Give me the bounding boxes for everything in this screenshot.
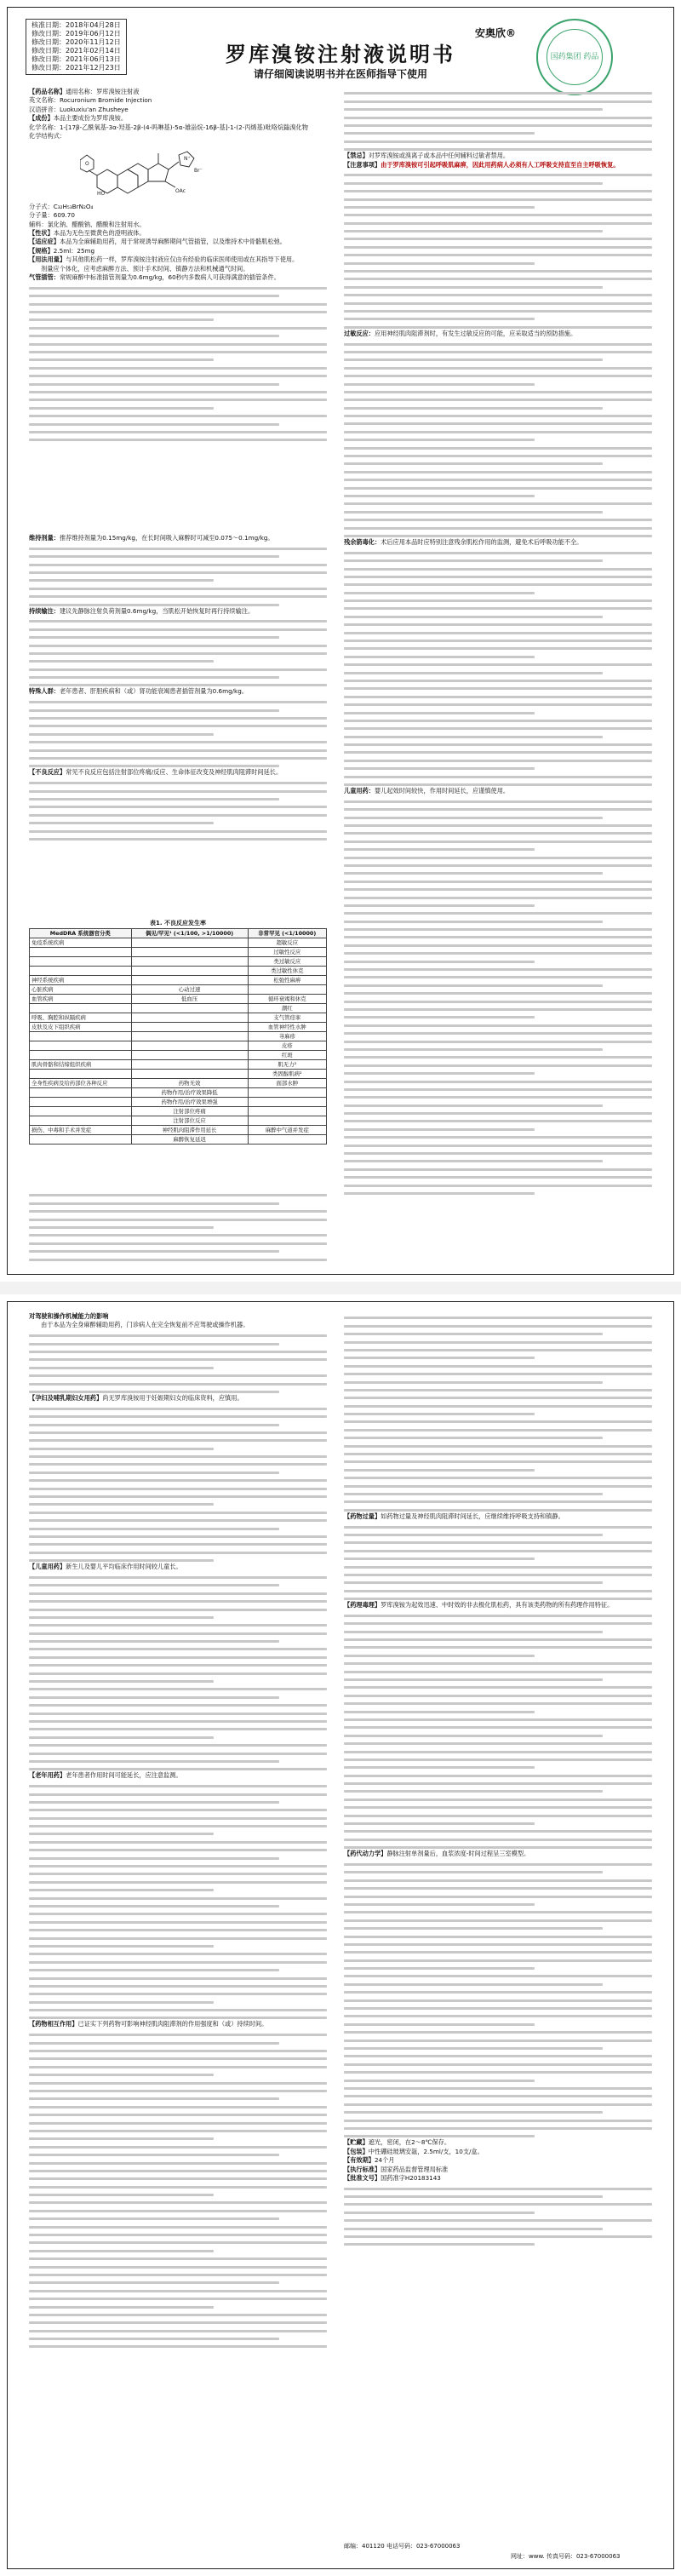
table-cell-soc: 全身性疾病及给药部位各种反应 <box>30 1079 132 1088</box>
table-cell-very-rare: 麻醉中气道并发症 <box>248 1126 326 1135</box>
footer-contact-right: 网址：www. 传真号码：023-67000063 <box>511 2553 621 2560</box>
revision-line: 修改日期：2021年06月13日 <box>31 55 121 63</box>
table-cell-soc <box>30 1088 132 1098</box>
table-cell-soc <box>30 1116 132 1126</box>
revision-line: 核准日期：2018年04月28日 <box>31 21 121 29</box>
table-row <box>30 957 327 967</box>
section-heading: 儿童用药： <box>344 787 375 795</box>
body-text-block <box>344 1526 652 1601</box>
table-caption: 表1. 不良反应发生率 <box>150 920 206 927</box>
table-row <box>30 1041 327 1051</box>
table-row <box>30 1116 327 1126</box>
table-cell-uncommon <box>131 957 248 967</box>
table-cell-uncommon: 注射部位反应 <box>131 1116 248 1126</box>
section-text: 本品为全麻辅助用药，用于常规诱导麻醉期间气管插管，以及维持术中骨骼肌松弛。 <box>59 238 286 246</box>
leaflet-page-1 <box>0 0 681 1282</box>
table-cell-soc: 呼吸、胸腔和纵隔疾病 <box>30 1013 132 1023</box>
section-text: 化学名称：1-[17β-乙酰氧基-3α-羟基-2β-(4-吗啉基)-5α-雄甾烷-16β-基]-1-(2-丙烯基)吡咯烷鎓溴化物 <box>29 123 308 131</box>
section-text: 分子量：609.70 <box>29 211 75 220</box>
table-row <box>30 1088 327 1098</box>
body-text-block <box>344 92 652 151</box>
body-text-block <box>29 701 327 767</box>
table-cell-soc <box>30 1135 132 1145</box>
section-heading: 【用法用量】 <box>29 255 66 264</box>
section-text: 老年患者、肝胆疾病和（或）肾功能衰竭患者插管剂量为0.6mg/kg。 <box>59 687 248 696</box>
table-cell-uncommon: 低血压 <box>131 995 248 1004</box>
table-row <box>30 938 327 948</box>
footer-contact-left: 邮编：401120 电话号码：023-67000063 <box>344 2543 461 2550</box>
section-heading: 【性状】 <box>29 229 54 238</box>
table-cell-very-rare: 面部水肿 <box>248 1079 326 1088</box>
body-text-block <box>29 782 327 840</box>
document-subtitle: 请仔细阅读说明书并在医师指导下使用 <box>253 68 427 80</box>
table-cell-uncommon <box>131 1023 248 1032</box>
warning-text: 由于罗库溴铵可引起呼吸肌麻痹，因此用药病人必须有人工呼吸支持直至自主呼吸恢复。 <box>381 160 620 169</box>
table-cell-uncommon <box>131 1032 248 1041</box>
table-row <box>30 1135 327 1145</box>
left-column-upper <box>29 87 327 530</box>
table-cell-uncommon <box>131 1070 248 1079</box>
section-heading: 【贮藏】 <box>344 2138 369 2147</box>
section-text: 常规麻醉中标准插管剂量为0.6mg/kg，60秒内多数病人可获得满意的插管条件。 <box>59 273 280 282</box>
seal-text: 国药集团 药品 <box>550 52 599 61</box>
table-row <box>30 1098 327 1107</box>
section-heading: 【药物过量】 <box>344 1512 381 1520</box>
section-heading: 过敏反应： <box>344 329 375 337</box>
section-text: 常见不良反应包括注射部位疼痛/反应、生命体征改变及神经肌肉阻滞时间延长。 <box>66 768 283 777</box>
table-cell-uncommon <box>131 948 248 957</box>
table-cell-soc: 皮肤及皮下组织疾病 <box>30 1023 132 1032</box>
section-text: 推荐维持剂量为0.15mg/kg，在长时间吸入麻醉时可减至0.075～0.1mg/kg。 <box>59 534 274 542</box>
table-cell-very-rare <box>248 1135 326 1145</box>
section-text: 中性硼硅玻璃安瓿，2.5ml/支，10支/盒。 <box>368 2147 484 2155</box>
table-cell-soc <box>30 1032 132 1041</box>
revision-line: 修改日期：2021年12月23日 <box>31 64 121 72</box>
section-text: 国药准字H20183143 <box>381 2173 441 2182</box>
page-separator <box>0 1282 681 1294</box>
table-cell-soc <box>30 948 132 957</box>
table-cell-uncommon: 注射部位疼痛 <box>131 1107 248 1116</box>
section-text: 静脉注射单剂量后，血浆浓度-时间过程呈三室模型。 <box>386 1850 530 1858</box>
section-heading: 维持剂量： <box>29 534 60 542</box>
table-cell-very-rare: 血管神经性水肿 <box>248 1023 326 1032</box>
table-cell-uncommon <box>131 938 248 948</box>
section-text: 剂量应个体化，应考虑麻醉方法、预计手术时间、镇静方法和机械通气时间。 <box>41 264 249 273</box>
section-heading: 【不良反应】 <box>29 768 66 777</box>
left-column-tail <box>29 1189 327 1265</box>
section-heading: 特殊人群： <box>29 687 60 696</box>
section-heading: 【注意事项】 <box>344 160 381 169</box>
section-text: 英文名称：Rocuronium Bromide Injection <box>29 96 152 105</box>
section-heading: 【儿童用药】 <box>29 1563 66 1571</box>
document-title: 罗库溴铵注射液说明书 <box>226 42 455 66</box>
section-heading: 【包装】 <box>344 2147 369 2155</box>
right-column <box>344 87 652 1262</box>
table-cell-uncommon <box>131 976 248 985</box>
section-text: 应用神经肌肉阻滞剂时，有发生过敏反应的可能，应采取适当的预防措施。 <box>374 329 577 337</box>
svg-text:Br⁻: Br⁻ <box>194 168 203 175</box>
brand-name: 安奥欣® <box>475 27 517 39</box>
table-row <box>30 1060 327 1070</box>
section-heading: 【成份】 <box>29 114 54 123</box>
section-heading: 【适应症】 <box>29 238 60 246</box>
table-row <box>30 976 327 985</box>
table-cell-soc <box>30 1051 132 1060</box>
body-text-block <box>29 1408 327 1562</box>
table-cell-very-rare <box>248 1098 326 1107</box>
table-cell-uncommon <box>131 1013 248 1023</box>
table-cell-uncommon: 药物无效 <box>131 1079 248 1088</box>
section-heading: 持续输注： <box>29 606 60 615</box>
body-text-block <box>29 287 327 441</box>
body-text-block <box>344 552 652 786</box>
table-header: 偶见/罕见¹ (<1/100, >1/10000) <box>131 929 248 938</box>
table-cell-uncommon: 药物作用/治疗效果降低 <box>131 1088 248 1098</box>
table-cell-very-rare: 荨麻疹 <box>248 1032 326 1041</box>
table-cell-uncommon: 神经肌肉阻滞作用延长 <box>131 1126 248 1135</box>
table-cell-uncommon <box>131 967 248 976</box>
section-heading: 残余箭毒化： <box>344 537 381 546</box>
section-text: 24个月 <box>374 2156 395 2165</box>
body-text-block <box>29 620 327 686</box>
table-cell-soc: 心脏疾病 <box>30 985 132 995</box>
body-text-block <box>344 1615 652 1849</box>
section-text: 罗库溴铵为起效迅速、中时效的非去极化肌松药，具有该类药物的所有药理作用特征。 <box>381 1601 614 1609</box>
body-text-block <box>344 1863 652 2137</box>
table-cell-uncommon <box>131 1051 248 1060</box>
section-heading: 【药物相互作用】 <box>29 2020 78 2028</box>
table-cell-soc: 免疫系统疾病 <box>30 938 132 948</box>
svg-text:OAc: OAc <box>175 188 186 195</box>
table-cell-uncommon <box>131 1060 248 1070</box>
table-cell-soc: 血管疾病 <box>30 995 132 1004</box>
section-text: 遮光，密闭，在2～8℃保存。 <box>368 2138 451 2147</box>
table-cell-uncommon: 麻醉恢复延迟 <box>131 1135 248 1145</box>
section-text: 建议先静脉注射负荷剂量0.6mg/kg，当肌松开始恢复时再行持续输注。 <box>59 606 255 615</box>
table-cell-very-rare: 皮疹 <box>248 1041 326 1051</box>
table-cell-uncommon: 心动过速 <box>131 985 248 995</box>
table-row <box>30 1051 327 1060</box>
leaflet-page-2 <box>0 1294 681 2576</box>
section-heading: 【有效期】 <box>344 2156 375 2165</box>
table-header: MedDRA 系统器官分类 <box>30 929 132 938</box>
section-text: 老年患者作用时间可能延长，应注意监测。 <box>66 1771 182 1780</box>
body-text-block <box>29 1785 327 2019</box>
adverse-reaction-table-wrap <box>29 920 327 1145</box>
body-text-block <box>29 548 327 606</box>
section-heading: 对驾驶和操作机械能力的影响 <box>29 1312 109 1320</box>
svg-text:HO: HO <box>97 191 106 197</box>
table-cell-very-rare: 循环衰竭和休克 <box>248 995 326 1004</box>
revision-line: 修改日期：2019年06月12日 <box>31 30 121 37</box>
body-text-block <box>344 1317 652 1511</box>
table-cell-very-rare: 类过敏性休克 <box>248 967 326 976</box>
table-cell-very-rare: 潮红 <box>248 1004 326 1013</box>
revision-line: 修改日期：2021年02月14日 <box>31 47 121 55</box>
section-text: 新生儿及婴儿平均临床作用时间较儿童长。 <box>66 1563 182 1571</box>
table-cell-soc <box>30 1004 132 1013</box>
svg-text:N⁺: N⁺ <box>184 156 191 163</box>
body-text-block <box>29 1194 327 1260</box>
body-text-block <box>344 174 652 328</box>
table-row <box>30 948 327 957</box>
table-cell-soc: 神经系统疾病 <box>30 976 132 985</box>
table-cell-very-rare: 红斑 <box>248 1051 326 1060</box>
table-cell-very-rare: 松弛性麻痹 <box>248 976 326 985</box>
table-cell-very-rare <box>248 1116 326 1126</box>
table-cell-soc <box>30 957 132 967</box>
table-cell-very-rare <box>248 1107 326 1116</box>
table-row <box>30 1107 327 1116</box>
section-text: 与其他肌松药一样，罗库溴铵注射液应仅由有经验的临床医师使用或在其指导下使用。 <box>66 255 299 264</box>
section-text: 由于本品为全身麻醉辅助用药，门诊病人在完全恢复前不应驾驶或操作机器。 <box>41 1321 249 1329</box>
section-heading: 【药代动力学】 <box>344 1850 387 1858</box>
table-cell-very-rare <box>248 985 326 995</box>
section-text: 汉语拼音：Luokuxiu'an Zhusheye <box>29 105 129 113</box>
table-cell-uncommon <box>131 1004 248 1013</box>
table-row <box>30 1070 327 1079</box>
table-cell-very-rare: 类固醇肌病² <box>248 1070 326 1079</box>
section-text: 尚无罗库溴铵用于妊娠期妇女的临床资料，应慎用。 <box>102 1393 243 1402</box>
table-cell-soc <box>30 1041 132 1051</box>
table-cell-soc <box>30 1107 132 1116</box>
body-text-block <box>344 343 652 537</box>
table-cell-soc: 损伤、中毒和手术并发症 <box>30 1126 132 1135</box>
table-cell-soc <box>30 1070 132 1079</box>
table-cell-very-rare <box>248 1088 326 1098</box>
section-heading: 【药品名称】 <box>29 88 66 95</box>
table-cell-very-rare: 类过敏反应 <box>248 957 326 967</box>
body-text-block <box>344 800 652 1195</box>
body-text-block <box>29 1576 327 1770</box>
section-text: 如药物过量及神经肌肉阻滞时间延长，应继续维持呼吸支持和镇静。 <box>381 1512 564 1520</box>
section-text: 本品主要成份为罗库溴铵。 <box>53 114 128 123</box>
table-row <box>30 1023 327 1032</box>
table-cell-soc: 肌肉骨骼和结缔组织疾病 <box>30 1060 132 1070</box>
table-row <box>30 1079 327 1088</box>
table-cell-very-rare: 肌无力² <box>248 1060 326 1070</box>
table-row <box>30 967 327 976</box>
section-text: 辅料：氯化钠、醋酸钠、醋酸和注射用水。 <box>29 220 146 228</box>
section-heading: 气管插管： <box>29 273 60 282</box>
section-text: 国家药品监督管理局标准 <box>381 2165 449 2173</box>
chemical-structure-icon <box>80 143 208 196</box>
table-cell-very-rare: 超敏反应 <box>248 938 326 948</box>
table-cell-uncommon: 药物作用/治疗效果增强 <box>131 1098 248 1107</box>
section-text: 化学结构式： <box>29 132 66 141</box>
table-header: 非常罕见 (<1/10000) <box>248 929 326 938</box>
table-row <box>30 1013 327 1023</box>
section-heading: 【执行标准】 <box>344 2165 381 2173</box>
table-row <box>30 1126 327 1135</box>
table-row <box>30 1004 327 1013</box>
adverse-reaction-table <box>29 920 327 1145</box>
section-text: 已证实下列药物可影响神经肌肉阻滞剂的作用强度和（或）持续时间。 <box>77 2020 268 2028</box>
section-text: 通用名称：罗库溴铵注射液 <box>66 88 140 95</box>
section-heading: 【药理毒理】 <box>344 1601 381 1609</box>
left-column-lower <box>29 533 327 908</box>
section-heading: 【孕妇及哺乳期妇女用药】 <box>29 1393 103 1402</box>
table-cell-soc <box>30 1098 132 1107</box>
table-cell-uncommon <box>131 1041 248 1051</box>
section-heading: 【禁忌】 <box>344 152 369 160</box>
table-cell-soc <box>30 967 132 976</box>
section-text: 术后应用本品时应特别注意残余肌松作用的监测，避免术后呼吸功能不全。 <box>381 537 583 546</box>
section-text: 2.5ml：25mg <box>53 246 95 255</box>
body-text-block <box>344 2188 652 2246</box>
section-text: 本品为无色至微黄色的澄明液体。 <box>53 229 146 238</box>
left-column <box>29 1311 327 2555</box>
section-heading: 【老年用药】 <box>29 1771 66 1780</box>
right-column <box>344 1311 652 2555</box>
table-row <box>30 1032 327 1041</box>
table-cell-very-rare: 支气管痉挛 <box>248 1013 326 1023</box>
body-text-block <box>29 2034 327 2348</box>
section-text: 分子式：C₃₂H₅₃BrN₂O₄ <box>29 202 94 210</box>
section-heading: 【批准文号】 <box>344 2173 381 2182</box>
table-row <box>30 985 327 995</box>
section-text: 婴儿起效时间较快，作用时间延长，应谨慎使用。 <box>374 787 510 795</box>
body-text-block <box>29 1334 327 1393</box>
table-row <box>30 995 327 1004</box>
svg-text:O: O <box>85 161 89 168</box>
section-text: 对罗库溴铵或溴离子或本品中任何辅料过敏者禁用。 <box>368 152 510 160</box>
section-heading: 【规格】 <box>29 246 54 255</box>
revision-line: 修改日期：2020年11月12日 <box>31 38 121 46</box>
table-cell-very-rare: 过敏性反应 <box>248 948 326 957</box>
